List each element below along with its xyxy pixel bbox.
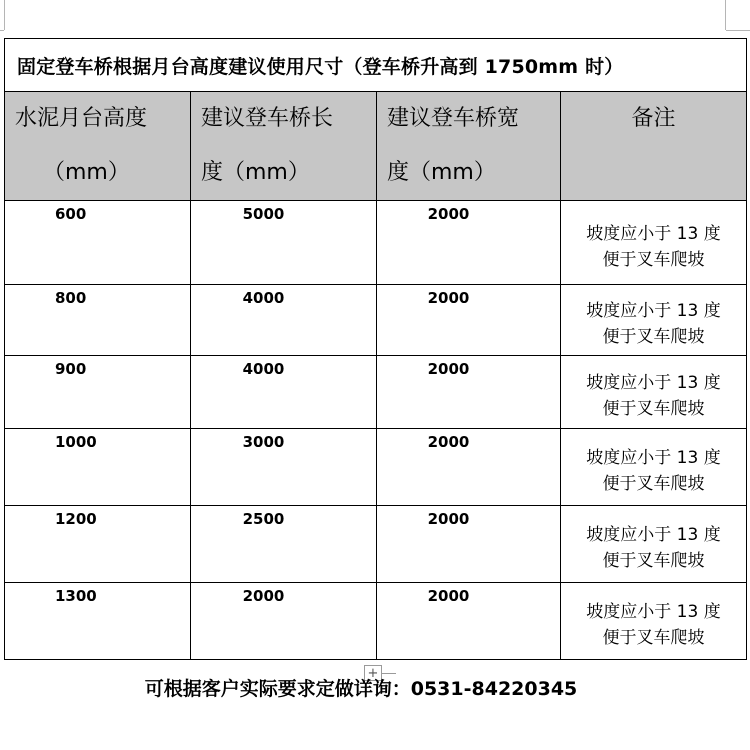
add-row-plus-icon[interactable]: + xyxy=(364,665,382,681)
bridge-width-cell[interactable]: 2000 xyxy=(377,429,561,506)
remark-line: 坡度应小于 13 度 xyxy=(586,448,721,468)
bridge-width-cell[interactable]: 2000 xyxy=(377,506,561,583)
remark-line: 便于叉车爬坡 xyxy=(602,249,705,270)
header-bridge-length[interactable] xyxy=(191,92,377,201)
remark-line: 坡度应小于 13 度 xyxy=(586,525,721,545)
header-bridge-width[interactable] xyxy=(377,92,561,201)
remark-line: 便于叉车爬坡 xyxy=(602,474,705,494)
table-row xyxy=(5,429,747,506)
page-corner-guide xyxy=(726,30,750,32)
header-line: 备注 xyxy=(631,106,676,131)
platform-height-cell[interactable]: 1200 xyxy=(5,506,191,583)
header-line: （mm） xyxy=(43,160,130,185)
remark-cell[interactable] xyxy=(561,429,747,506)
platform-height-cell[interactable]: 600 xyxy=(5,201,191,285)
remark-line: 便于叉车爬坡 xyxy=(602,399,705,419)
header-platform-height[interactable] xyxy=(5,92,191,201)
table-title[interactable]: 固定登车桥根据月台高度建议使用尺寸（登车桥升高到 1750mm 时） xyxy=(5,39,747,92)
remark-cell[interactable] xyxy=(561,285,747,356)
bridge-width-cell[interactable]: 2000 xyxy=(377,356,561,429)
bridge-length-cell[interactable]: 2500 xyxy=(191,506,377,583)
contact-footer[interactable]: 可根据客户实际要求定做详询：0531-84220345 xyxy=(144,678,578,700)
header-line: 建议登车桥长 xyxy=(201,106,334,131)
remark-cell[interactable] xyxy=(561,506,747,583)
table-row xyxy=(5,356,747,429)
remark-line: 坡度应小于 13 度 xyxy=(586,602,721,622)
page-corner-guide xyxy=(0,30,4,32)
table-body xyxy=(5,201,747,660)
table-row xyxy=(5,583,747,660)
table-row xyxy=(5,201,747,285)
header-line: 建议登车桥宽 xyxy=(387,106,520,131)
bridge-width-cell[interactable]: 2000 xyxy=(377,285,561,356)
remark-line: 便于叉车爬坡 xyxy=(602,628,705,648)
header-line: 水泥月台高度 xyxy=(15,106,148,131)
header-line: 度（mm） xyxy=(201,160,310,185)
remark-line: 坡度应小于 13 度 xyxy=(586,373,721,393)
platform-height-cell[interactable]: 1300 xyxy=(5,583,191,660)
header-remarks[interactable] xyxy=(561,92,747,201)
table-row xyxy=(5,506,747,583)
bridge-length-cell[interactable]: 4000 xyxy=(191,285,377,356)
platform-height-cell[interactable]: 1000 xyxy=(5,429,191,506)
platform-height-cell[interactable]: 900 xyxy=(5,356,191,429)
title-row xyxy=(5,39,747,92)
page-corner-guide xyxy=(725,0,750,30)
page-corner-guide xyxy=(0,0,5,30)
bridge-length-cell[interactable]: 5000 xyxy=(191,201,377,285)
remark-line: 便于叉车爬坡 xyxy=(602,327,705,347)
remark-cell[interactable] xyxy=(561,583,747,660)
header-line xyxy=(561,146,746,200)
remark-line: 坡度应小于 13 度 xyxy=(586,301,721,321)
bridge-length-cell[interactable]: 2000 xyxy=(191,583,377,660)
remark-cell[interactable] xyxy=(561,201,747,285)
remark-line: 坡度应小于 13 度 xyxy=(586,223,721,244)
header-line: 度（mm） xyxy=(387,160,496,185)
header-row xyxy=(5,92,747,201)
bridge-length-cell[interactable]: 3000 xyxy=(191,429,377,506)
spec-table xyxy=(4,38,747,660)
remark-cell[interactable] xyxy=(561,356,747,429)
bridge-width-cell[interactable]: 2000 xyxy=(377,583,561,660)
table-row xyxy=(5,285,747,356)
remark-line: 便于叉车爬坡 xyxy=(602,551,705,571)
bridge-length-cell[interactable]: 4000 xyxy=(191,356,377,429)
bridge-width-cell[interactable]: 2000 xyxy=(377,201,561,285)
platform-height-cell[interactable]: 800 xyxy=(5,285,191,356)
